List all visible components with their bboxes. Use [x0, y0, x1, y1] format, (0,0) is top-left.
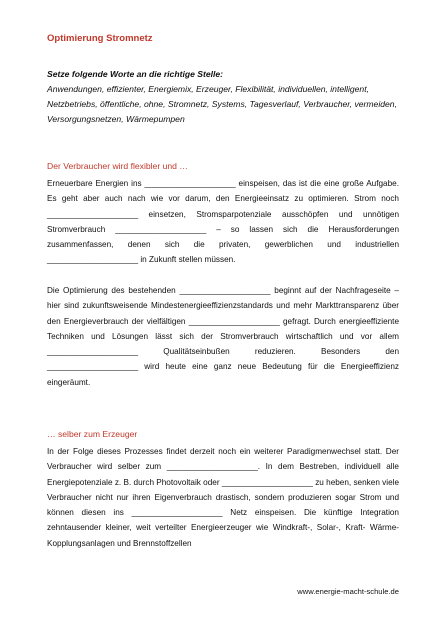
section-heading-verbraucher: Der Verbraucher wird flexibler und … — [47, 161, 188, 171]
page-title: Optimierung Stromnetz — [47, 33, 153, 44]
paragraph-2: Die Optimierung des bestehenden ____________________ beginnt auf der Nachfrageseite – hier sind zukunftsweisende Mindestenergieeffizienzstandards und mehr Markttransparenz über den Energieverbrauch der vielfältigen ____________________ gefragt. Durch energieeffiziente Techniken und Lösungen lässt sich der Stromverbrauch wirtschaftlich und vor allem ____________________ Qualitätseinbußen reduzieren. Besonders den ____________________ wird heute eine ganz neue Bedeutung für die Energieeffizienz eingeräumt. — [47, 286, 399, 387]
footer-url: www.energie-macht-schule.de — [297, 587, 399, 596]
word-list: Anwendungen, effizienter, Energiemix, Erzeuger, Flexibilität, individuellen, intelligent, Netzbetriebs, öffentliche, ohne, Stromnetz, Systems, Tagesverlauf, Verbraucher, vermeiden, Versorgungsnetzen, Wärmepumpen — [47, 84, 397, 124]
paragraph-3: In der Folge dieses Prozesses findet derzeit noch ein weiterer Paradigmenwechsel statt. Der Verbraucher wird selber zum ____________________. In dem Bestreben, individuell alle Energiepotenziale z. B. durch Photovoltaik oder ____________________ zu heben, senken viele Verbraucher nicht nur ihren Eigenverbrauch drastisch, sondern produzieren sogar Strom und können diesen ins ____________________ Netz einspeisen. Die künftige Integration zehntausender kleiner, weit verteilter Energieerzeuger wie Windkraft-, Solar-, Kraft- Wärme-Kopplungsanlagen und Brennstoffzellen — [47, 447, 399, 548]
section-heading-erzeuger: … selber zum Erzeuger — [47, 429, 138, 439]
instructions-heading: Setze folgende Worte an die richtige Stelle: — [47, 69, 224, 79]
instructions-block — [47, 67, 399, 127]
paragraph-1: Erneuerbare Energien ins ____________________ einspeisen, das ist die eine große Aufgabe. Es geht aber auch nach wie vor darum, den Energieeinsatz zu optimieren. Strom noch ____________________ einsetzen, Stromsparpotenziale ausschöpfen und unnötigen Stromverbrauch ____________________ – so lassen sich die Herausforderungen zusammenfassen, denen sich die privaten, gewerblichen und industriellen ____________________ in Zukunft stellen müssen. — [47, 179, 399, 265]
